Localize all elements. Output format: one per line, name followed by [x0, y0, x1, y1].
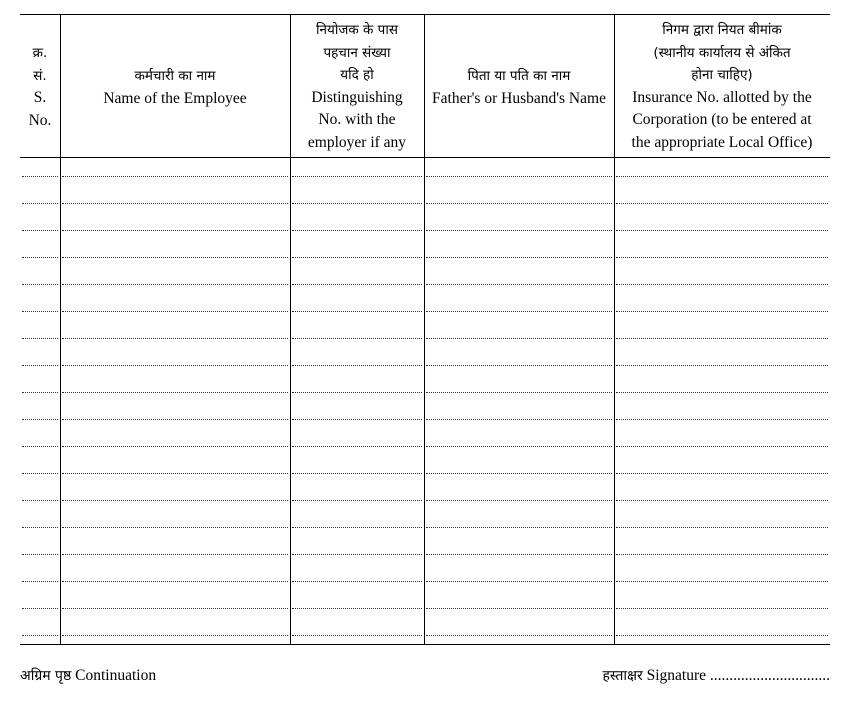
entry-row-line[interactable]	[22, 419, 58, 420]
entry-row-line[interactable]	[616, 365, 828, 366]
entry-row-line[interactable]	[62, 446, 288, 447]
entry-row-line[interactable]	[426, 257, 612, 258]
header-insurance-hindi-3: होना चाहिए)	[691, 67, 753, 83]
entry-row-line[interactable]	[62, 284, 288, 285]
entry-row-line[interactable]	[426, 203, 612, 204]
header-employee-name-english: Name of the Employee	[103, 89, 247, 107]
header-insurance-hindi-1: निगम द्वारा नियत बीमांक	[662, 22, 782, 38]
entry-row-line[interactable]	[616, 338, 828, 339]
entry-row-line[interactable]	[22, 392, 58, 393]
header-distinguishing-english-3: employer if any	[307, 133, 407, 151]
entry-row-line[interactable]	[426, 635, 612, 636]
entry-row-line[interactable]	[292, 473, 422, 474]
entry-row-line[interactable]	[426, 446, 612, 447]
entry-row-line[interactable]	[62, 473, 288, 474]
entry-row-line[interactable]	[62, 581, 288, 582]
entry-row-line[interactable]	[292, 311, 422, 312]
entry-row-line[interactable]	[292, 230, 422, 231]
signature-hindi: हस्ताक्षर	[602, 668, 643, 684]
entry-row-line[interactable]	[426, 284, 612, 285]
entry-row-line[interactable]	[292, 392, 422, 393]
entry-row-line[interactable]	[616, 257, 828, 258]
entry-row-line[interactable]	[62, 419, 288, 420]
header-distinguishing-english-1: Distinguishing	[311, 88, 403, 106]
entry-row-line[interactable]	[22, 527, 58, 528]
header-father-husband-hindi: पिता या पति का नाम	[467, 68, 571, 84]
entry-row-line[interactable]	[62, 554, 288, 555]
continuation-english: Continuation	[75, 667, 157, 684]
entry-rows	[20, 158, 830, 644]
header-distinguishing-hindi-3: यदि हो	[340, 67, 374, 83]
entry-row-line[interactable]	[616, 554, 828, 555]
entry-row-line[interactable]	[62, 608, 288, 609]
entry-row-line[interactable]	[22, 203, 58, 204]
entry-row-line[interactable]	[22, 338, 58, 339]
entry-row-line[interactable]	[62, 230, 288, 231]
entry-row-line[interactable]	[22, 311, 58, 312]
entry-row-line[interactable]	[22, 176, 58, 177]
header-insurance-number	[614, 15, 830, 157]
entry-row-line[interactable]	[22, 257, 58, 258]
header-serial-english-1: S.	[33, 89, 47, 106]
entry-row-line[interactable]	[62, 176, 288, 177]
entry-row-line[interactable]	[292, 554, 422, 555]
entry-row-line[interactable]	[426, 608, 612, 609]
entry-row-line[interactable]	[62, 311, 288, 312]
entry-row-line[interactable]	[22, 500, 58, 501]
entry-row-line[interactable]	[22, 473, 58, 474]
entry-row-line[interactable]	[426, 365, 612, 366]
entry-row-line[interactable]	[22, 608, 58, 609]
header-father-husband-name	[424, 15, 614, 157]
entry-row-line[interactable]	[62, 500, 288, 501]
entry-row-line[interactable]	[22, 635, 58, 636]
continuation-hindi: अग्रिम पृष्ठ	[20, 668, 72, 684]
entry-row-line[interactable]	[292, 608, 422, 609]
entry-row-line[interactable]	[22, 284, 58, 285]
entry-row-line[interactable]	[426, 338, 612, 339]
header-insurance-english-3: the appropriate Local Office)	[631, 133, 813, 151]
entry-row-line[interactable]	[616, 230, 828, 231]
entry-row-line[interactable]	[426, 473, 612, 474]
header-father-husband-english: Father's or Husband's Name	[432, 89, 606, 107]
entry-row-line[interactable]	[616, 473, 828, 474]
entry-row-line[interactable]	[22, 230, 58, 231]
entry-row-line[interactable]	[62, 527, 288, 528]
header-distinguishing-english-2: No. with the	[318, 111, 396, 128]
entry-row-line[interactable]	[426, 392, 612, 393]
header-serial-english-2: No.	[28, 111, 52, 129]
header-employee-name	[60, 15, 290, 157]
entry-row-line[interactable]	[22, 581, 58, 582]
header-serial-number	[20, 15, 60, 157]
header-distinguishing-hindi-1: नियोजक के पास	[316, 22, 398, 38]
entry-row-line[interactable]	[426, 527, 612, 528]
header-serial-hindi-2: सं.	[33, 67, 47, 84]
signature-english: Signature	[646, 667, 706, 684]
entry-row-line[interactable]	[62, 338, 288, 339]
signature-line[interactable]: ...............................	[709, 667, 830, 684]
header-insurance-english-1: Insurance No. allotted by the	[632, 88, 812, 106]
entry-row-line[interactable]	[616, 176, 828, 177]
entry-row-line[interactable]	[616, 284, 828, 285]
entry-row-line[interactable]	[22, 554, 58, 555]
entry-row-line[interactable]	[426, 554, 612, 555]
entry-row-line[interactable]	[426, 176, 612, 177]
entry-row-line[interactable]	[426, 500, 612, 501]
header-insurance-hindi-2: (स्थानीय कार्यालय से अंकित	[653, 44, 791, 61]
entry-row-line[interactable]	[62, 365, 288, 366]
entry-row-line[interactable]	[292, 338, 422, 339]
header-employee-name-hindi: कर्मचारी का नाम	[134, 68, 216, 84]
entry-row-line[interactable]	[292, 176, 422, 177]
entry-row-line[interactable]	[292, 527, 422, 528]
entry-row-line[interactable]	[292, 446, 422, 447]
entry-row-line[interactable]	[616, 419, 828, 420]
entry-row-line[interactable]	[426, 581, 612, 582]
entry-row-line[interactable]	[62, 635, 288, 636]
entry-row-line[interactable]	[292, 635, 422, 636]
header-insurance-english-2: Corporation (to be entered at	[632, 111, 812, 128]
entry-row-line[interactable]	[292, 203, 422, 204]
entry-row-line[interactable]	[426, 311, 612, 312]
entry-row-line[interactable]	[616, 203, 828, 204]
entry-row-line[interactable]	[292, 419, 422, 420]
entry-row-line[interactable]	[616, 608, 828, 609]
entry-row-line[interactable]	[616, 311, 828, 312]
entry-row-line[interactable]	[616, 446, 828, 447]
entry-row-line[interactable]	[62, 257, 288, 258]
entry-row-line[interactable]	[616, 500, 828, 501]
entry-row-line[interactable]	[292, 500, 422, 501]
entry-row-line[interactable]	[616, 635, 828, 636]
header-distinguishing-hindi-2: पहचान संख्या	[323, 44, 391, 61]
signature-field	[602, 666, 830, 685]
entry-row-line[interactable]	[292, 581, 422, 582]
entry-row-line[interactable]	[62, 203, 288, 204]
employee-register-form	[20, 14, 830, 645]
entry-row-line[interactable]	[616, 581, 828, 582]
entry-row-line[interactable]	[22, 365, 58, 366]
entry-row-line[interactable]	[22, 446, 58, 447]
entry-row-line[interactable]	[292, 257, 422, 258]
entry-row-line[interactable]	[292, 365, 422, 366]
entry-row-line[interactable]	[292, 284, 422, 285]
header-serial-hindi-1: क्र.	[32, 45, 48, 61]
continuation-label	[20, 666, 156, 685]
entry-row-line[interactable]	[616, 527, 828, 528]
header-distinguishing-number	[290, 15, 424, 157]
entry-row-line[interactable]	[616, 392, 828, 393]
entry-row-line[interactable]	[426, 230, 612, 231]
entry-row-line[interactable]	[426, 419, 612, 420]
entry-row-line[interactable]	[62, 392, 288, 393]
